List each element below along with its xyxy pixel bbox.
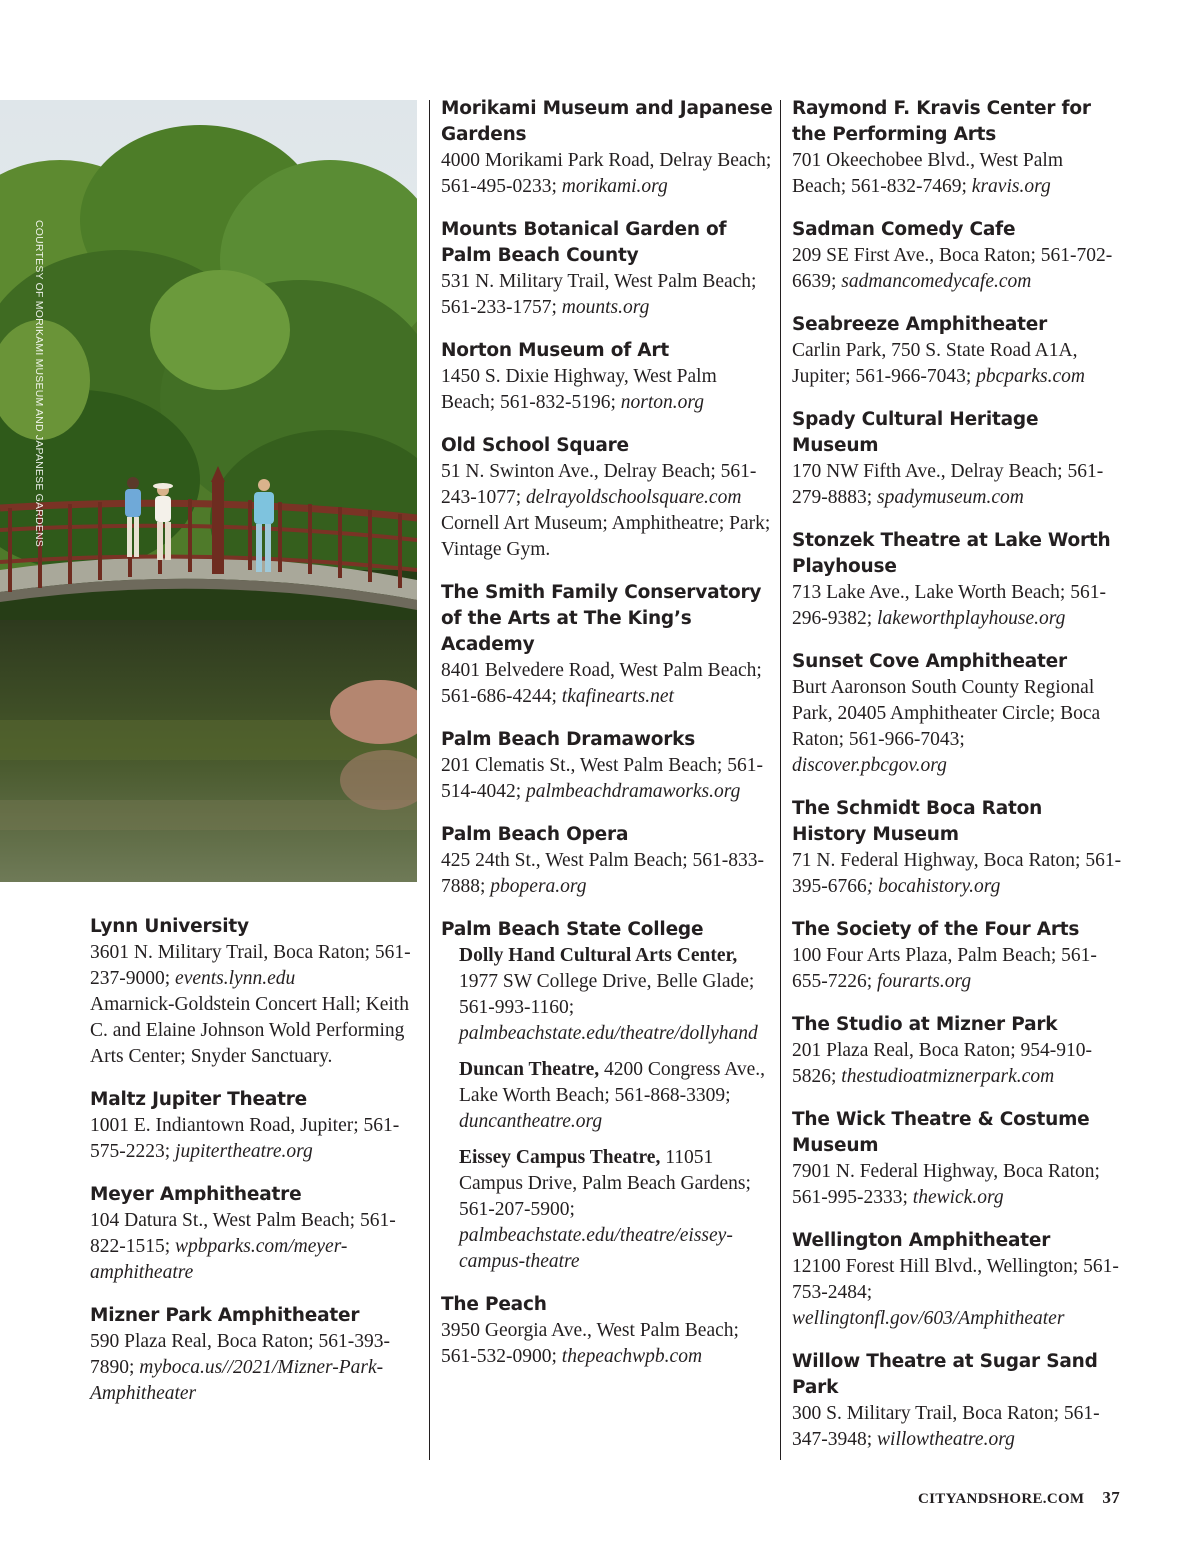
venue-name: Maltz Jupiter Theatre <box>90 1089 308 1110</box>
venue-address: 71 N. Federal Highway, Boca Raton; 561-395-6766 <box>792 850 1122 897</box>
venue-details <box>90 1208 420 1286</box>
venue-address: 209 SE First Ave., Boca Raton; 561-702-6639; <box>792 245 1113 292</box>
venue-url[interactable]: thewick.org <box>912 1187 1004 1208</box>
venue-name: The Smith Family Conservatory of the Arts at The King’s Academy <box>441 582 762 655</box>
venue-address: 300 S. Military Trail, Boca Raton; 561-347-3948; <box>792 1403 1100 1450</box>
venue-entry <box>792 312 1122 390</box>
venue-name: Palm Beach Dramaworks <box>441 729 696 750</box>
venue-url[interactable]: delrayoldschoolsquare.com <box>526 487 742 508</box>
venue-details <box>90 940 420 992</box>
venue-entry <box>90 914 420 1070</box>
venue-details <box>441 459 773 511</box>
sub-venue <box>441 943 773 1047</box>
venue-details <box>792 1254 1122 1332</box>
venue-details <box>441 269 773 321</box>
venue-url[interactable]: ; bocahistory.org <box>866 876 1001 897</box>
venue-name: The Schmidt Boca Raton History Museum <box>792 798 1043 845</box>
venue-name: Raymond F. Kravis Center for the Performing Arts <box>792 98 1091 145</box>
venue-url[interactable]: pbopera.org <box>490 876 587 897</box>
venue-details <box>441 753 773 805</box>
venue-name: Sunset Cove Amphitheater <box>792 651 1067 672</box>
venue-entry <box>90 1087 420 1165</box>
venue-details <box>441 148 773 200</box>
venue-name: Seabreeze Amphitheater <box>792 314 1048 335</box>
venue-details <box>441 1318 773 1370</box>
column-divider-left <box>429 100 430 1460</box>
venue-entry <box>90 1303 420 1407</box>
page-footer <box>918 1488 1120 1508</box>
venue-url[interactable]: tkafinearts.net <box>561 686 674 707</box>
venue-details <box>792 1038 1122 1090</box>
venue-details <box>792 1159 1122 1211</box>
venue-url[interactable]: thestudioatmiznerpark.com <box>841 1066 1055 1087</box>
venue-url[interactable]: events.lynn.edu <box>175 968 296 989</box>
venue-name: Mounts Botanical Garden of Palm Beach County <box>441 219 727 266</box>
venue-entry <box>441 917 773 1275</box>
venue-entry <box>441 580 773 710</box>
venue-details <box>792 459 1122 511</box>
venue-name: The Peach <box>441 1294 547 1315</box>
venue-url[interactable]: wpbparks.com/meyer-amphitheatre <box>90 1236 348 1283</box>
venue-details <box>90 1113 420 1165</box>
venue-entry <box>792 1349 1122 1453</box>
venue-address: 3950 Georgia Ave., West Palm Beach; 561-532-0900; <box>441 1320 739 1367</box>
venue-address: 201 Clematis St., West Palm Beach; 561-514-4042; <box>441 755 763 802</box>
venue-url[interactable]: palmbeachdramaworks.org <box>526 781 741 802</box>
venue-entry <box>441 822 773 900</box>
venue-url[interactable]: discover.pbcgov.org <box>792 755 947 776</box>
sub-venue-name: Eissey Campus Theatre, <box>459 1147 661 1168</box>
venue-address: 590 Plaza Real, Boca Raton; 561-393-7890; <box>90 1331 391 1378</box>
venue-url[interactable]: morikami.org <box>561 176 668 197</box>
venue-address: 170 NW Fifth Ave., Delray Beach; 561-279-8883; <box>792 461 1104 508</box>
venue-name: Meyer Amphitheatre <box>90 1184 302 1205</box>
venue-address: 7901 N. Federal Highway, Boca Raton; 561-995-2333; <box>792 1161 1100 1208</box>
venue-address: 425 24th St., West Palm Beach; 561-833-7888; <box>441 850 765 897</box>
venue-extra: Cornell Art Museum; Amphitheatre; Park; Vintage Gym. <box>441 513 771 560</box>
column-2 <box>441 96 773 1387</box>
column-divider-right <box>780 100 781 1460</box>
venue-entry <box>441 338 773 416</box>
venue-address: 201 Plaza Real, Boca Raton; 954-910-5826; <box>792 1040 1093 1087</box>
venue-entry <box>441 727 773 805</box>
venue-name: Spady Cultural Heritage Museum <box>792 409 1039 456</box>
sub-venue-name: Dolly Hand Cultural Arts Center, <box>459 945 738 966</box>
venue-url[interactable]: lakeworthplayhouse.org <box>877 608 1066 629</box>
venue-details <box>441 364 773 416</box>
venue-url[interactable]: thepeachwpb.com <box>561 1346 703 1367</box>
venue-entry <box>441 1292 773 1370</box>
venue-name: The Society of the Four Arts <box>792 919 1080 940</box>
venue-address: 713 Lake Ave., Lake Worth Beach; 561-296-9382; <box>792 582 1106 629</box>
venue-entry <box>792 528 1122 632</box>
venue-details <box>792 148 1122 200</box>
venue-address: 11051 Campus Drive, Palm Beach Gardens; 561-207-5900; <box>459 1147 751 1220</box>
venue-url[interactable]: duncantheatre.org <box>459 1111 603 1132</box>
venue-entry <box>90 1182 420 1286</box>
venue-url[interactable]: pbcparks.com <box>976 366 1086 387</box>
venue-extra: Amarnick-Goldstein Concert Hall; Keith C. and Elaine Johnson Wold Performing Arts Center; Snyder Sanctuary. <box>90 994 409 1067</box>
venue-url[interactable]: wellingtonfl.gov/603/Amphitheater <box>792 1308 1065 1329</box>
venue-name: Morikami Museum and Japanese Gardens <box>441 98 773 145</box>
venue-entry <box>441 217 773 321</box>
venue-url[interactable]: mounts.org <box>561 297 650 318</box>
venue-entry <box>792 1228 1122 1332</box>
footer-site[interactable]: CITYANDSHORE.COM <box>918 1491 1085 1507</box>
venue-address: Carlin Park, 750 S. State Road A1A, Jupiter; 561-966-7043; <box>792 340 1078 387</box>
venue-address: 1001 E. Indiantown Road, Jupiter; 561-575-2223; <box>90 1115 400 1162</box>
venue-url[interactable]: palmbeachstate.edu/theatre/dollyhand <box>459 1023 758 1044</box>
venue-name: Willow Theatre at Sugar Sand Park <box>792 1351 1098 1398</box>
venue-entry <box>792 217 1122 295</box>
venue-name: The Wick Theatre & Costume Museum <box>792 1109 1090 1156</box>
venue-name: Stonzek Theatre at Lake Worth Playhouse <box>792 530 1111 577</box>
venue-address: 104 Datura St., West Palm Beach; 561-822-1515; <box>90 1210 396 1257</box>
sub-venue <box>441 1145 773 1275</box>
bridge-illustration <box>0 100 417 882</box>
venue-details <box>90 1329 420 1407</box>
venue-name: Mizner Park Amphitheater <box>90 1305 360 1326</box>
column-1 <box>90 914 420 1424</box>
garden-photo <box>0 100 417 882</box>
venue-address: 100 Four Arts Plaza, Palm Beach; 561-655-7226; <box>792 945 1097 992</box>
venue-name: Old School Square <box>441 435 629 456</box>
venue-entry <box>792 407 1122 511</box>
venue-entry <box>792 796 1122 900</box>
venue-details <box>792 243 1122 295</box>
venue-entry <box>792 96 1122 200</box>
venue-url[interactable]: kravis.org <box>971 176 1051 197</box>
venue-url[interactable]: norton.org <box>620 392 705 413</box>
venue-entry <box>441 96 773 200</box>
venue-address: 12100 Forest Hill Blvd., Wellington; 561-753-2484; <box>792 1256 1119 1303</box>
venue-url[interactable]: myboca.us//2021/Mizner-Park-Amphitheater <box>90 1357 384 1404</box>
venue-address: 4000 Morikami Park Road, Delray Beach; 561-495-0233; <box>441 150 772 197</box>
venue-url[interactable]: spadymuseum.com <box>877 487 1024 508</box>
venue-details <box>441 848 773 900</box>
venue-address: 51 N. Swinton Ave., Delray Beach; 561-243-1077; <box>441 461 757 508</box>
photo-credit: COURTESY OF MORIKAMI MUSEUM AND JAPANESE GARDENS <box>33 220 45 547</box>
sub-venue <box>441 1057 773 1135</box>
venue-details <box>792 338 1122 390</box>
sub-venue-name: Duncan Theatre, <box>459 1059 600 1080</box>
venue-name: Lynn University <box>90 916 249 937</box>
venue-name: Norton Museum of Art <box>441 340 669 361</box>
venue-address: 701 Okeechobee Blvd., West Palm Beach; 561-832-7469; <box>792 150 1064 197</box>
venue-details <box>792 675 1122 779</box>
venue-name: The Studio at Mizner Park <box>792 1014 1058 1035</box>
venue-details <box>792 848 1122 900</box>
venue-name: Sadman Comedy Cafe <box>792 219 1016 240</box>
venue-address: 4200 Congress Ave., Lake Worth Beach; 561-868-3309; <box>459 1059 766 1106</box>
venue-entry <box>792 649 1122 779</box>
venue-name: Palm Beach Opera <box>441 824 629 845</box>
venue-entry <box>792 1012 1122 1090</box>
venue-entry <box>792 917 1122 995</box>
venue-url[interactable]: fourarts.org <box>877 971 972 992</box>
venue-details <box>792 580 1122 632</box>
venue-entry <box>441 433 773 563</box>
venue-details <box>792 943 1122 995</box>
venue-name: Wellington Amphitheater <box>792 1230 1051 1251</box>
venue-url[interactable]: willowtheatre.org <box>877 1429 1015 1450</box>
venue-address: 3601 N. Military Trail, Boca Raton; 561-237-9000; <box>90 942 411 989</box>
venue-entry <box>792 1107 1122 1211</box>
venue-details <box>441 658 773 710</box>
venue-address: 8401 Belvedere Road, West Palm Beach; 561-686-4244; <box>441 660 762 707</box>
venue-name: Palm Beach State College <box>441 919 704 940</box>
venue-address: 1450 S. Dixie Highway, West Palm Beach; 561-832-5196; <box>441 366 717 413</box>
venue-address: Burt Aaronson South County Regional Park, 20405 Amphitheater Circle; Boca Raton; 561-966-7043; <box>792 677 1101 750</box>
page-number: 37 <box>1102 1488 1120 1507</box>
venue-url[interactable]: palmbeachstate.edu/theatre/eissey-campus-theatre <box>459 1225 733 1272</box>
venue-url[interactable]: sadmancomedycafe.com <box>841 271 1032 292</box>
venue-details <box>792 1401 1122 1453</box>
venue-url[interactable]: jupitertheatre.org <box>175 1141 313 1162</box>
venue-address: 531 N. Military Trail, West Palm Beach; 561-233-1757; <box>441 271 757 318</box>
venue-address: 1977 SW College Drive, Belle Glade; 561-993-1160; <box>459 971 755 1018</box>
column-3 <box>792 96 1122 1470</box>
